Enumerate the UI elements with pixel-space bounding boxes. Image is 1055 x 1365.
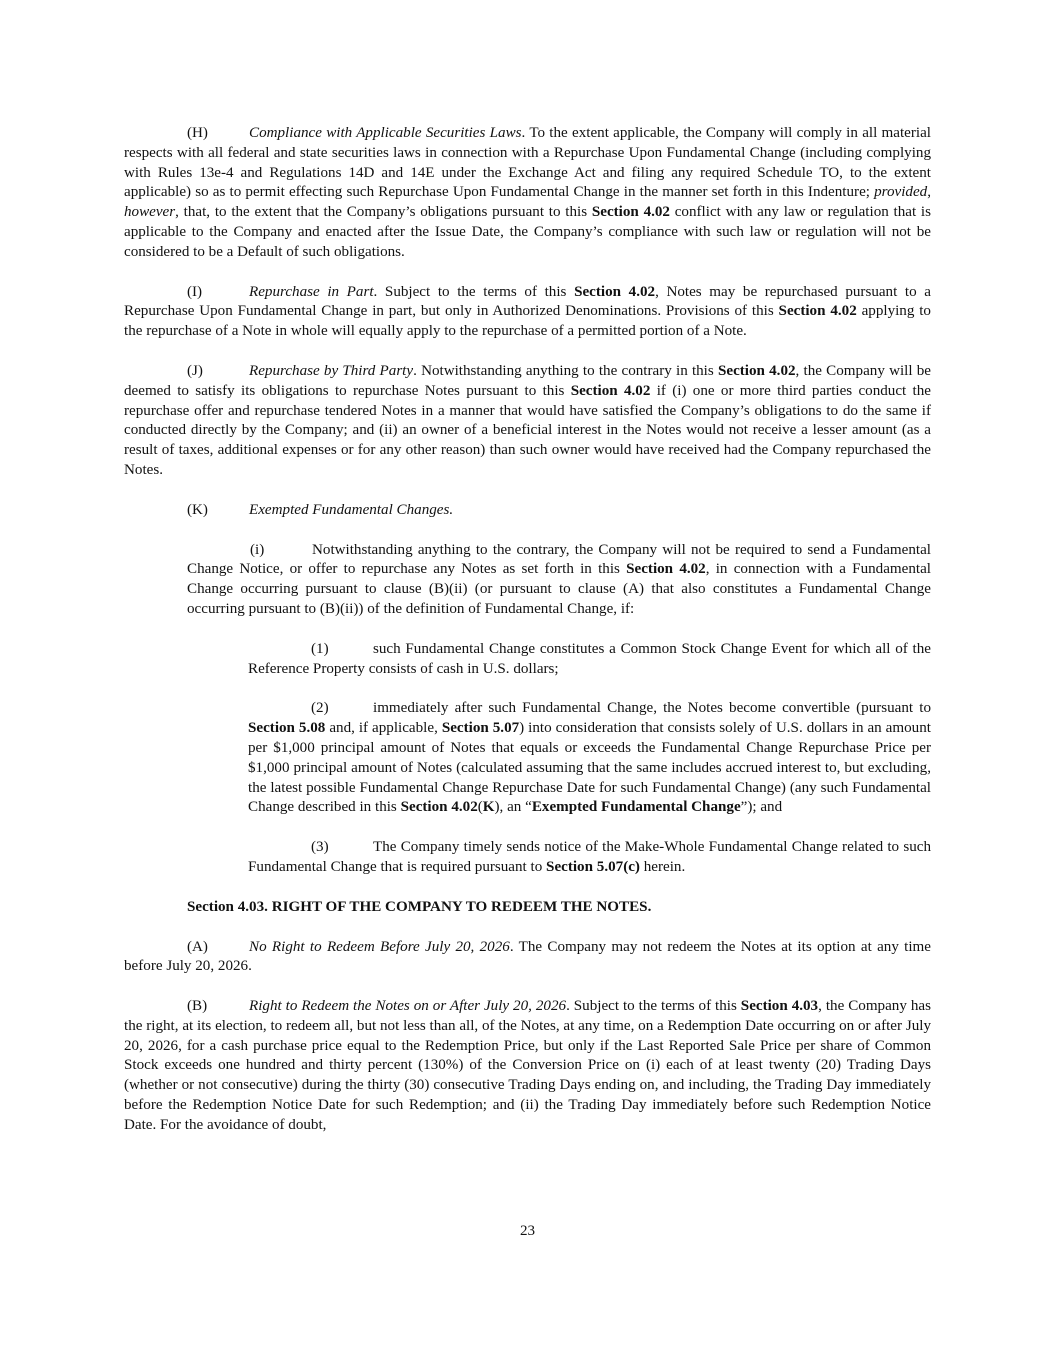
paragraph-a: (A) No Right to Redeem Before July 20, 2026. The Company may not redeem the Notes at its option at any time before July 20, 2026. [124, 938, 931, 975]
section-reference: Section 5.08 [248, 720, 326, 737]
paragraph-title: Repurchase by Third Party [249, 362, 414, 379]
paragraph-j: (J) Repurchase by Third Party. Notwithstanding anything to the contrary in this Section 4.02, the Company will be deemed to satisfy its obligations to repurchase Notes pursuant to this Section 4.02 if (i) one or more third parties conduct the repurchase offer and repurchase tendered Notes in a manner that would have satisfied the Company’s obligations to do the same if conducted directly by the Company; and (ii) an owner of a beneficial interest in the Notes would not receive a lesser amount (as a result of taxes, additional expenses or for any other reason) than such owner would have received had the Company repurchased the Notes. [124, 362, 931, 478]
page-number: 23 [519, 1223, 536, 1239]
paragraph-label: (B) [187, 998, 208, 1015]
paragraph-label: (A) [187, 938, 208, 955]
paragraph-title: No Right to Redeem Before July 20, 2026 [249, 938, 510, 955]
paragraph-k-3: (3) The Company timely sends notice of the Make-Whole Fundamental Change related to such Fundamental Change that is required pursuant to Section 5.07(c) herein. [248, 839, 931, 875]
section-reference: Section 4.02 [717, 362, 796, 379]
paragraph-label: (K) [187, 501, 208, 518]
section-heading: Section 4.03. RIGHT OF THE COMPANY TO REDEEM THE NOTES. [187, 898, 652, 915]
paragraph-title: Right to Redeem the Notes on or After July 20, 2026 [249, 998, 567, 1015]
paragraph-k-2: (2) immediately after such Fundamental Change, the Notes become convertible (pursuant to Section 5.08 and, if applicable, Section 5.07) into consideration that consists solely of U.S. dollars in an amount per $1,000 principal amount of Notes that equals or exceeds the Fundamental Change Repurchase Price per $1,000 principal amount of Notes (calculated assuming that the same includes accrued interest to, but excluding, the latest possible Fundamental Change Repurchase Date for such Fundamental Change) (any such Fundamental Change described in this Section 4.02(K), an “Exempted Fundamental Change”); and [248, 700, 931, 816]
paragraph-label: (H) [187, 125, 208, 141]
section-reference: Section 4.03 [740, 998, 819, 1015]
paragraph-label: (3) [311, 839, 329, 856]
paragraph-k-1: (1) such Fundamental Change constitutes a Common Stock Change Event for which all of the Reference Property consists of cash in U.S. dollars; [248, 640, 931, 677]
paragraph-k-i: (i) Notwithstanding anything to the contrary, the Company will not be required to send a Fundamental Change Notice, or offer to repurchase any Notes as set forth in this Section 4.02, in connection with a Fundamental Change occurring pursuant to clause (B)(ii) (or pursuant to clause (A) that also constitutes a Fundamental Change occurring pursuant to (B)(ii)) of the definition of Fundamental Change, if: [187, 541, 931, 617]
section-reference: Section 4.02 [400, 799, 478, 816]
paragraph-label: (J) [187, 362, 203, 379]
paragraph-h: (H) Compliance with Applicable Securities Laws. To the extent applicable, the Company will comply in all material respects with all federal and state securities laws in connection with a Repurchase Upon Fundamental Change (including complying with Rules 13e-4 and Regulations 14D and 14E under the Exchange Act and filing any required Schedule TO, to the extent applicable) so as to permit effecting such Repurchase Upon Fundamental Change in the manner set forth in this Indenture; provided, however, that, to the extent that the Company’s obligations pursuant to this Section 4.02 conflict with any law or regulation that is applicable to the Company and enacted after the Issue Date, the Company’s compliance with such law or regulation will not be considered to be a Default of such obligations. [124, 125, 931, 260]
section-reference: Section 4.02 [778, 303, 857, 320]
paragraph-k [124, 501, 931, 521]
section-reference: Section 4.02 [591, 204, 670, 221]
paragraph-title: Repurchase in Part [249, 283, 374, 300]
section-reference: Section 4.02 [574, 283, 656, 300]
paragraph-title: Compliance with Applicable Securities Laws [249, 125, 522, 141]
defined-term: Exempted Fundamental Change [531, 799, 741, 816]
paragraph-label: (2) [311, 700, 329, 717]
paragraph-b: (B) Right to Redeem the Notes on or After July 20, 2026. Subject to the terms of this Section 4.03, the Company has the right, at its election, to redeem all, but not less than all, of the Notes, at any time, on a Redemption Date occurring on or after July 20, 2026, for a cash purchase price equal to the Redemption Price, but only if the Last Reported Sale Price per share of Common Stock exceeds one hundred and thirty percent (130%) of the Conversion Price on (i) each of at least twenty (20) Trading Days (whether or not consecutive) during the thirty (30) consecutive Trading Days ending on, and including, the Trading Day immediately before the Redemption Notice Date for such Redemption; and (ii) the Trading Day immediately before such Redemption Notice Date. For the avoidance of doubt, [124, 998, 931, 1133]
section-reference: Section 5.07 [441, 720, 520, 737]
paragraph-label: (I) [187, 283, 203, 300]
paragraph-i: (I) Repurchase in Part. Subject to the terms of this Section 4.02, Notes may be repurchased pursuant to a Repurchase Upon Fundamental Change in part, but only in Authorized Denominations. Provisions of this Section 4.02 applying to the repurchase of a Note in whole will equally apply to the repurchase of a permitted portion of a Note. [124, 283, 931, 340]
paragraph-title: Exempted Fundamental Changes. [249, 501, 454, 518]
paragraph-label: (i) [250, 541, 265, 558]
section-reference: Section 5.07(c) [546, 858, 640, 875]
section-reference: Section 4.02 [626, 561, 706, 578]
section-reference: Section 4.02 [570, 382, 651, 399]
paragraph-label: (1) [311, 640, 329, 657]
